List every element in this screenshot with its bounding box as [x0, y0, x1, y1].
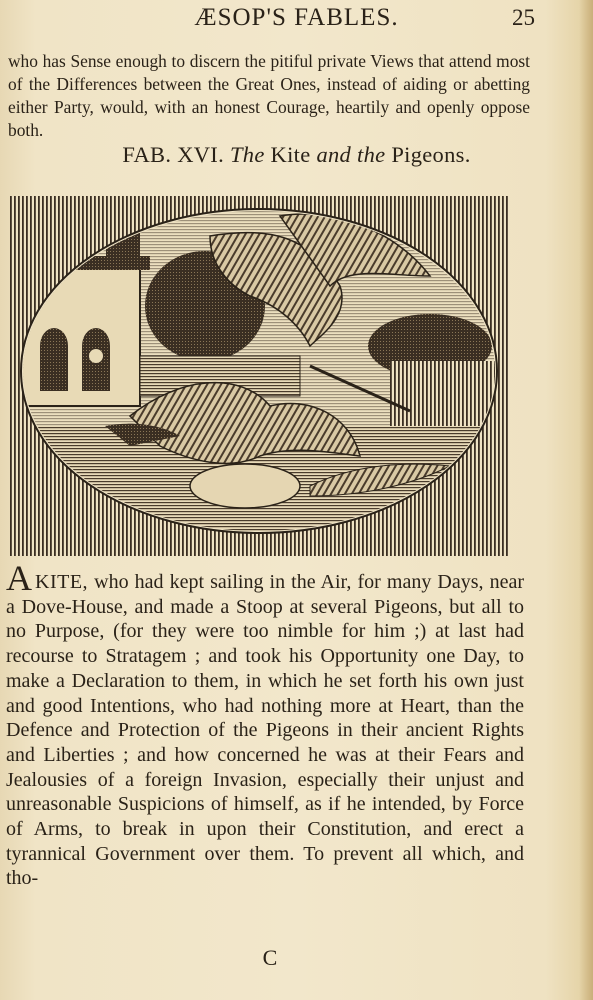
- fable-paragraph: [6, 558, 524, 891]
- drop-cap: A: [6, 558, 32, 598]
- page-number: 25: [512, 5, 535, 30]
- signature-mark: C: [262, 945, 278, 970]
- intro-text: who has Sense enough to discern the pitiful private Views that attend most of the Differences between the Great Ones, instead of aiding or abetting either Party, would, with an honest Courage, heartily and openly oppose both.: [8, 51, 530, 140]
- running-title: ÆSOP'S FABLES.: [194, 4, 399, 31]
- page-header: [0, 4, 593, 34]
- woodcut-kite-pigeon-icon: [10, 196, 508, 556]
- woodcut-illustration: [10, 196, 508, 556]
- fable-title-and-the: and the: [316, 142, 386, 167]
- fable-title-pigeons: Pigeons.: [391, 142, 471, 167]
- fable-text: who had kept sailing in the Air, for many Days, near a Dove-House, and made a Stoop at several Pigeons, but all to no Purpose, (for they were too nimble for him ;) at last had recourse to Stratagem ; and took his Opportunity one Day, to make a Declaration to them, in which he set forth his own just and good Intentions, who had nothing more at Heart, than the Defence and Protection of the Pigeons in their ancient Rights and Liberties ; and how concerned he was at their Fears and Jealousies of a foreign Invasion, especially their unjust and unreasonable Suspicions of himself, as if he intended, by Force of Arms, to break in upon their Constitution, and erect a tyrannical Government over them. To prevent all which, and tho-: [6, 571, 524, 890]
- first-word: KITE,: [35, 571, 89, 593]
- fable-title-kite: Kite: [270, 142, 311, 167]
- fable-number: FAB. XVI.: [122, 142, 225, 167]
- fable-title: [0, 142, 593, 168]
- fable-title-the: The: [229, 142, 265, 167]
- page-edge-shading: [579, 0, 593, 1000]
- intro-paragraph: [8, 50, 530, 142]
- fable-body: [6, 558, 524, 891]
